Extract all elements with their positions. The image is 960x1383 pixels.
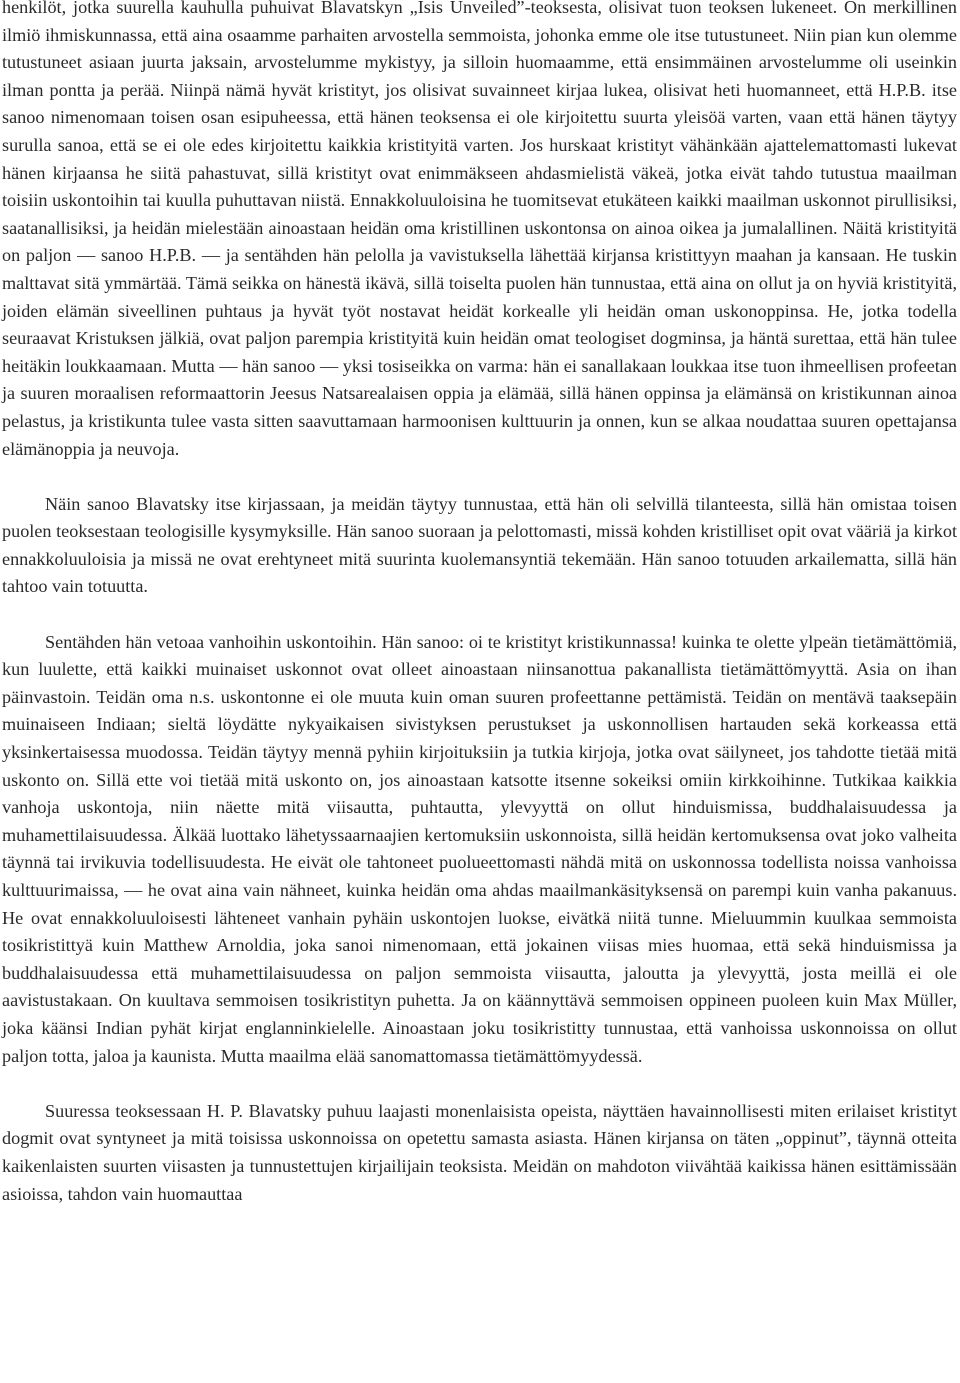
paragraph-gap (2, 1070, 957, 1098)
paragraph-2: Näin sanoo Blavatsky itse kirjassaan, ja meidän täytyy tunnustaa, että hän oli selvillä tilanteesta, sillä hän omistaa toisen puolen teoksestaan teologisille kysymyksille. Hän sanoo suoraan ja pelottomasti, missä kohden kristilliset opit ovat vääriä ja kirkot ennakkoluuloisia ja missä ne ovat erehtyneet mitä suurinta kuolemansyntiä tekemään. Hän sanoo totuuden arkailematta, sillä hän tahtoo vain totuutta. (2, 493, 957, 597)
paragraph-1: henkilöt, jotka suurella kauhulla puhuivat Blavatskyn „Isis Unveiled”-teoksesta, olisivat tuon teoksen lukeneet. On merkillinen ilmiö ihmiskunnassa, että aina osaamme parhaiten arvostella semmoista, johonka emme ole itse tutustuneet. Niin pian kun olemme tutustuneet asiaan juurta jaksain, arvostelumme mykistyy, ja silloin huomaamme, että ensimmäinen arvostelumme oli useinkin ilman pontta ja perää. Niinpä nämä hyvät kristityt, jos olisivat suvainneet kirjaa lukea, olisivat heti huomanneet, että H.P.B. itse sanoo nimenomaan toisen osan esipuheessa, että hänen teoksensa ei ole kirjoitettu suurta yleisöä varten, vaan että hänen täytyy surulla sanoa, että se ei ole edes kirjoitettu kaikkia kristityitä varten. Jos hurskaat kristityt vähänkään ajattelemattomasti lukevat hänen kirjaansa he siitä pahastuvat, sillä kristityt ovat enimmäkseen ahdasmielistä väkeä, jotka eivät tahdo tutustua maailman toisiin uskontoihin tai kuulla puhuttavan niistä. Ennakkoluuloisina he tuomitsevat etukäteen kaikki maailman uskonnot pirullisiksi, saatanallisiksi, ja heidän mielestään ainoastaan heidän oma kristillinen uskontonsa on ainoa oikea ja jumalallinen. Näitä kristityitä on paljon — sanoo H.P.B. — ja sentähden hän pelolla ja vavistuksella lähettää kirjansa kristittyyn maahan ja kansaan. He tuskin malttavat sitä ymmärtää. Tämä seikka on hänestä ikävä, sillä toiselta puolen hän tunnustaa, että aina on ollut ja on hyviä kristityitä, joiden elämän siveellinen puhtaus ja hyvät työt nostavat heidät korkealle yli heidän oman uskonoppinsa. He, jotka todella seuraavat Kristuksen jälkiä, ovat paljon parempia kristityitä kuin heidän omat teologiset dogminsa, ja häntä surettaa, että hän tulee heitäkin loukkaamaan. Mutta — hän sanoo — yksi tosiseikka on varma: hän ei sanallakaan loukkaa itse tuon ihmeellisen profeetan ja suuren moraalisen reformaattorin Jeesus Natsarealaisen oppia ja elämää, sillä hänen oppinsa ja elämänsä on kristikunnan ainoa pelastus, ja kristikunta tulee vasta sitten saavuttamaan harmoonisen kulttuurin ja onnen, kun se alkaa noudattaa suuren opettajansa elämänoppia ja neuvoja. (2, 0, 957, 459)
paragraph-gap (2, 601, 957, 629)
paragraph-4: Suuressa teoksessaan H. P. Blavatsky puhuu laajasti monenlaisista opeista, näyttäen havainnollisesti miten erilaiset kristityt dogmit ovat syntyneet ja mitä toisissa uskonnoissa on opetettu samasta asiasta. Hänen kirjansa on täten „oppinut”, täynnä otteita kaikenlaisten suurten viisasten ja tunnustettujen kirjailijain teoksista. Meidän on mahdoton viivähtää kaikissa hänen esittämissään asioissa, tahdon vain huomauttaa (2, 1100, 957, 1204)
paragraph-gap (2, 463, 957, 491)
document-page (2, 0, 957, 1208)
paragraph-3: Sentähden hän vetoaa vanhoihin uskontoihin. Hän sanoo: oi te kristityt kristikunnassa! kuinka te olette ylpeän tietämättömiä, kun luulette, että kaikki muinaiset uskonnot ovat olleet ainoastaan niinsanottua pakanallista tietämättömyyttä. Asia on ihan päinvastoin. Teidän oma n.s. uskontonne ei ole muuta kuin oman suuren profeettanne pettämistä. Teidän on mentävä taaksepäin muinaiseen Indiaan; sieltä löydätte nykyaikaisen sivistyksen perustukset ja uskonnollisen hartauden sekä korkeassa että yksinkertaisessa muodossa. Teidän täytyy mennä pyhiin kirjoituksiin ja tutkia kirjoja, jotka ovat säilyneet, jos tahdotte tietää mitä uskonto on. Sillä ette voi tietää mitä uskonto on, jos ainoastaan katsotte itsenne sokeiksi omiin kirkkoihinne. Tutkikaa kaikkia vanhoja uskontoja, niin näette mitä viisautta, puhtautta, ylevyyttä on ollut hinduismissa, buddhalaisuudessa ja muhamettilaisuudessa. Älkää luottako lähetyssaarnaajien kertomuksiin uskonnoista, sillä heidän kertomuksensa ovat joko valheita täynnä tai irvikuvia todellisuudesta. He eivät ole tahtoneet puolueettomasti nähdä mitä on uskonnossa todellista noissa vanhoissa kulttuurimaissa, — he ovat aina vain nähneet, kuinka heidän oma ahdas maailmankäsityksensä on parempi kuin vanha pakanuus. He ovat ennakkoluuloisesti lähteneet vanhain pyhäin uskontojen luokse, eivätkä niitä tunne. Mieluummin kuulkaa semmoista tosikristittyä kuin Matthew Arnoldia, joka sanoi nimenomaan, että jokainen viisas mies huomaa, että sekä hinduismissa ja buddhalaisuudessa että muhamettilaisuudessa on paljon semmoista viisautta, jaloutta ja ylevyyttä, josta meillä ei ole aavistustakaan. On kuultava semmoisen tosikristityn puhetta. Ja on käännyttävä semmoisen oppineen puoleen kuin Max Müller, joka käänsi Indian pyhät kirjat englanninkielelle. Ainoastaan joku tosikristitty tunnustaa, että vanhoissa uskonnoissa on ollut paljon totta, jaloa ja kaunista. Mutta maailma elää sanomattomassa tietämättömyydessä. (2, 631, 957, 1066)
